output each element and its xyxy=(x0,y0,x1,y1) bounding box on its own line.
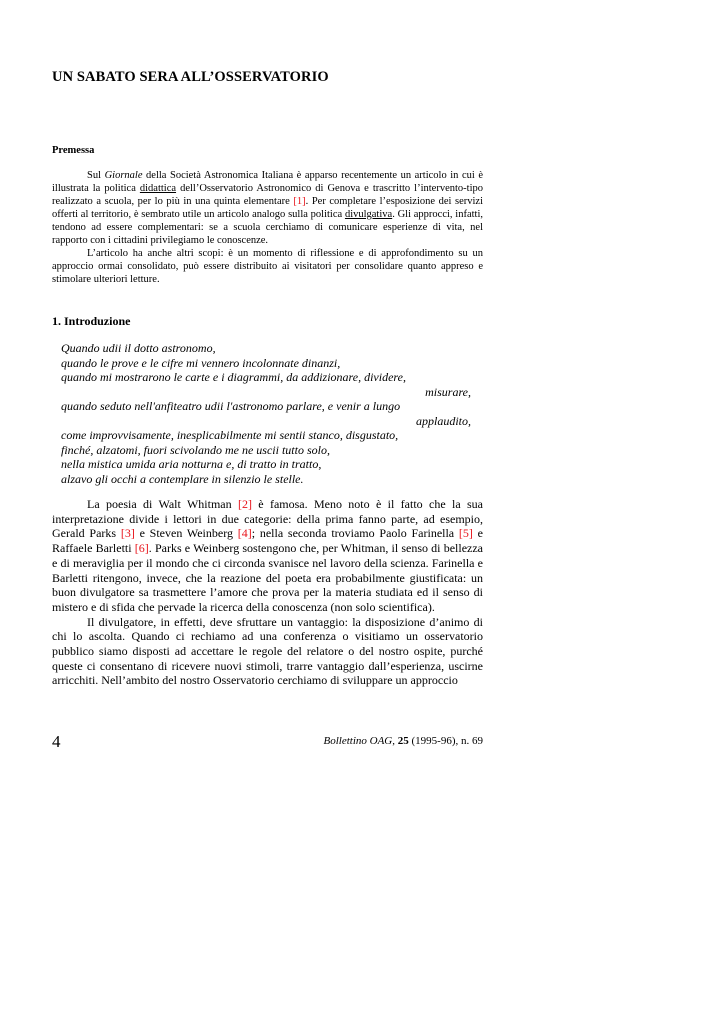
reference-link-1[interactable]: [1] xyxy=(293,196,306,207)
premessa-paragraph-1: Sul Giornale della Società Astronomica Italiana è apparso recentemente un articolo in cui è illustrata la politica didattica dell’Osservatorio Astronomico di Genova e trascritto l’intervento-tipo realizzato a scuola, per lo più in una quinta elementare [1]. Per completare l’esposizione dei servizi offerti al territorio, è sembrato utile un articolo analogo sulla politica divulgativa. Gli approcci, infatti, tendono ad essere complementari: se a scuola cerchiamo di comunicare esperienze di vita, nel rapporto con i cittadini privilegiamo le conoscenze. xyxy=(52,170,483,246)
poem-line: come improvvisamente, inesplicabilmente mi sentii stanco, disgustato, xyxy=(61,428,399,442)
page-number: 4 xyxy=(52,732,61,751)
intro-paragraph-1: La poesia di Walt Whitman [2] è famosa. Meno noto è il fatto che la sua interpretazione divide i lettori in due categorie: della prima fanno parte, ad esempio, Gerald Parks [3] e Steven Weinberg [4]; nella seconda troviamo Paolo Farinella [5] e Raffaele Barletti [6]. Parks e Weinberg sostengono che, per Whitman, il senso di bellezza e di meraviglia per il mondo che ci circonda svanisce nel lavoro della scienza. Farinella e Barletti ritengono, invece, che la reazione del poeta era probabilmente giustificata: un buon divulgatore sa trasmettere l’amore che prova per la materia studiata ed il senso di mistero e di sfida che pervade la ricerca della conoscenza (non solo scientifica). xyxy=(52,497,483,614)
underlined-word-divulgativa: divulgativa xyxy=(344,209,393,220)
whitman-poem xyxy=(61,341,471,486)
poem-line: quando seduto nell'anfiteatro udii l'astronomo parlare, e venir a lungo xyxy=(61,399,401,413)
footer-journal-name: Bollettino OAG xyxy=(323,735,393,747)
reference-link-3[interactable]: [3] xyxy=(120,526,135,541)
reference-link-2[interactable]: [2] xyxy=(237,497,252,511)
reference-link-4[interactable]: [4] xyxy=(237,526,252,541)
poem-line: alzavo gli occhi a contemplare in silenzio le stelle. xyxy=(61,471,304,486)
article-title: UN SABATO SERA ALL’OSSERVATORIO xyxy=(52,69,329,85)
reference-link-6[interactable]: [6] xyxy=(134,541,149,556)
poem-line: finché, alzatomi, fuori scivolando me ne uscii tutto solo, xyxy=(61,442,330,457)
underlined-word-didattica: didattica xyxy=(139,183,177,194)
reference-link-5[interactable]: [5] xyxy=(458,526,473,541)
poem-line-continuation: misurare, xyxy=(425,384,471,399)
premessa-section xyxy=(52,169,483,286)
journal-name: Giornale xyxy=(104,170,143,181)
poem-line: nella mistica umida aria notturna e, di tratto in tratto, xyxy=(61,457,322,471)
poem-line: Quando udii il dotto astronomo, xyxy=(61,341,216,355)
poem-line: quando mi mostrarono le carte e i diagrammi, da addizionare, dividere, xyxy=(61,370,406,384)
section-heading-premessa: Premessa xyxy=(52,145,95,156)
poem-line-continuation: applaudito, xyxy=(415,413,471,428)
running-footer: Bollettino OAG, 25 (1995-96), n. 69 xyxy=(323,735,483,747)
premessa-paragraph-2: L’articolo ha anche altri scopi: è un momento di riflessione e di approfondimento su un approccio ormai consolidato, può essere distribuito ai visitatori per consolidare quanto appreso e stimolare ulteriori letture. xyxy=(52,248,483,285)
section-heading-introduzione: 1. Introduzione xyxy=(52,314,131,328)
footer-volume: 25 xyxy=(397,735,409,747)
poem-line: quando le prove e le cifre mi vennero incolonnate dinanzi, xyxy=(61,355,341,370)
intro-paragraph-2: Il divulgatore, in effetti, deve sfruttare un vantaggio: la disposizione d’animo di chi lo ascolta. Quando ci rechiamo ad una conferenza o visitiamo un osservatorio pubblico siamo disposti ad accettare le regole del relatore o del nostro ospite, purché queste ci consentano di ricevere nuovi stimoli, trarre vantaggio dall’esperienza, uscirne arricchiti. Nell’ambito del nostro Osservatorio cerchiamo di sviluppare un approccio xyxy=(52,614,483,688)
introduzione-body xyxy=(52,497,483,688)
